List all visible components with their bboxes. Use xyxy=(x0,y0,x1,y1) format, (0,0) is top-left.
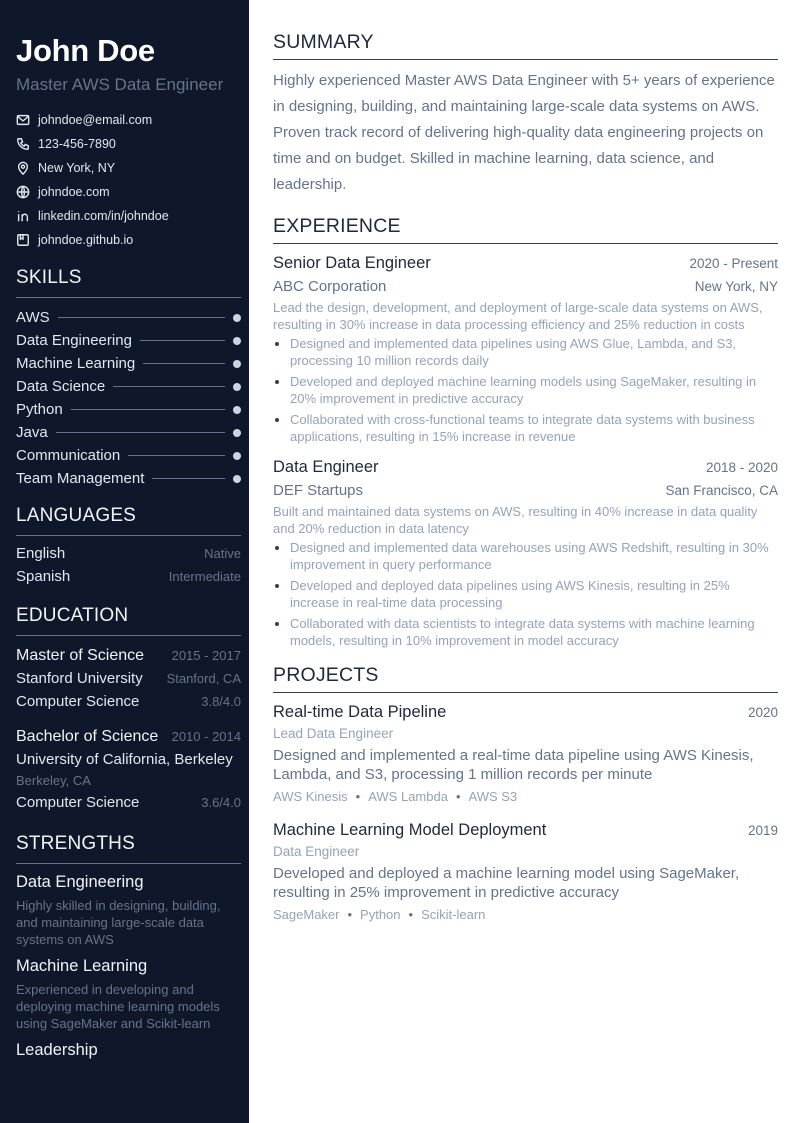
skills-heading: SKILLS xyxy=(16,266,241,298)
skill-item xyxy=(16,306,241,329)
skill-label: Data Science xyxy=(16,378,106,395)
skill-item xyxy=(16,398,241,421)
skill-item xyxy=(16,444,241,467)
contact-linkedin-text: linkedin.com/in/johndoe xyxy=(38,209,169,223)
edu-location: Stanford, CA xyxy=(166,671,241,686)
skill-divider xyxy=(152,478,225,479)
contact-website-text: johndoe.com xyxy=(38,185,110,199)
edu-field: Computer Science xyxy=(16,693,140,710)
skill-label: Communication xyxy=(16,447,121,464)
linkedin-icon xyxy=(16,209,30,223)
strength-title: Machine Learning xyxy=(16,957,148,975)
location-icon xyxy=(16,161,30,175)
project-item xyxy=(273,818,778,924)
edu-gpa: 3.8/4.0 xyxy=(201,694,241,709)
language-level: Intermediate xyxy=(168,569,241,584)
skill-divider xyxy=(113,386,225,387)
languages-section xyxy=(16,504,241,588)
contact-location xyxy=(16,156,241,180)
skill-dot xyxy=(233,406,241,414)
experience-section xyxy=(273,214,778,649)
skill-label: Python xyxy=(16,401,63,418)
skill-dot xyxy=(233,314,241,322)
language-name: English xyxy=(16,545,66,562)
education-section xyxy=(16,604,241,814)
language-item xyxy=(16,542,241,565)
contact-website[interactable] xyxy=(16,180,241,204)
summary-text: Highly experienced Master AWS Data Engineer with 5+ years of experience in designing, building, and maintaining large-scale data systems on AWS. Proven track record of delivering high-quality data engineering projects on time and on budget. Skilled in machine learning, data science, and leadership. xyxy=(273,72,775,193)
language-level: Native xyxy=(204,546,241,561)
skill-dot xyxy=(233,452,241,460)
job-description: Built and maintained data systems on AWS, resulting in 40% increase in data quality and 20% reduction in data latency xyxy=(273,504,758,536)
skill-dot xyxy=(233,475,241,483)
job-company: DEF Startups xyxy=(273,482,364,499)
skill-label: Data Engineering xyxy=(16,332,132,349)
edu-school: Stanford University xyxy=(16,670,143,687)
job-company-row xyxy=(273,479,778,503)
edu-dates: 2010 - 2014 xyxy=(171,729,241,744)
projects-heading: PROJECTS xyxy=(273,663,778,693)
skill-dot xyxy=(233,360,241,368)
contact-github-text: johndoe.github.io xyxy=(38,233,134,247)
summary-heading: SUMMARY xyxy=(273,30,778,60)
mail-icon xyxy=(16,113,30,127)
project-title: Real-time Data Pipeline xyxy=(273,703,447,721)
tag-separator: • xyxy=(408,907,414,922)
edu-gpa: 3.6/4.0 xyxy=(201,795,241,810)
strength-item xyxy=(16,954,241,1032)
edu-school: University of California, Berkeley xyxy=(16,751,233,768)
skill-divider xyxy=(58,317,225,318)
experience-heading: EXPERIENCE xyxy=(273,214,778,244)
edu-degree: Bachelor of Science xyxy=(16,728,159,745)
skill-dot xyxy=(233,383,241,391)
job-dates: 2018 - 2020 xyxy=(705,460,778,475)
strengths-heading: STRENGTHS xyxy=(16,832,241,864)
education-item xyxy=(16,725,241,814)
skill-divider xyxy=(140,340,225,341)
contact-github[interactable] xyxy=(16,228,241,252)
job-dates: 2020 - Present xyxy=(689,256,778,271)
strength-desc: Experienced in developing and deploying machine learning models using SageMaker and Scikit-learn xyxy=(16,982,220,1031)
job-header xyxy=(273,455,778,479)
skill-dot xyxy=(233,337,241,345)
project-header xyxy=(273,818,778,842)
project-tag: AWS S3 xyxy=(468,789,518,804)
skill-item xyxy=(16,329,241,352)
skill-label: Team Management xyxy=(16,470,145,487)
globe-icon xyxy=(16,185,30,199)
project-year: 2019 xyxy=(747,823,778,838)
tag-separator: • xyxy=(455,789,461,804)
skill-item xyxy=(16,375,241,398)
edu-location: Berkeley, CA xyxy=(16,773,91,788)
contact-linkedin[interactable] xyxy=(16,204,241,228)
sidebar xyxy=(0,0,249,1123)
edu-field-row xyxy=(16,791,241,814)
github-icon xyxy=(16,233,30,247)
job-description: Lead the design, development, and deployment of large-scale data systems on AWS, resulting in 30% increase in data processing efficiency and 25% reduction in costs xyxy=(273,300,763,332)
project-year: 2020 xyxy=(747,705,778,720)
edu-school-row xyxy=(16,748,241,771)
education-item xyxy=(16,644,241,713)
job-title: Senior Data Engineer xyxy=(273,254,431,272)
projects-section xyxy=(273,663,778,924)
skill-label: AWS xyxy=(16,309,50,326)
skill-divider xyxy=(71,409,225,410)
job-company-row xyxy=(273,275,778,299)
job-bullet: • Designed and implemented data warehouses using AWS Redshift, resulting in 30% improvement in query performance xyxy=(290,539,778,573)
job-bullet: • Developed and deployed data pipelines using AWS Kinesis, resulting in 25% increase in real-time data processing xyxy=(290,577,778,611)
strength-item xyxy=(16,1038,241,1062)
project-role: Lead Data Engineer xyxy=(273,726,394,741)
strength-item xyxy=(16,870,241,948)
project-title: Machine Learning Model Deployment xyxy=(273,821,547,839)
tag-separator: • xyxy=(355,789,361,804)
job-bullet: • Developed and deployed machine learning models using SageMaker, resulting in 20% improvement in predictive accuracy xyxy=(290,373,778,407)
edu-school-row xyxy=(16,667,241,690)
edu-field: Computer Science xyxy=(16,794,140,811)
languages-heading: LANGUAGES xyxy=(16,504,241,536)
strength-desc: Highly skilled in designing, building, and maintaining large-scale data systems on AWS xyxy=(16,898,221,947)
skill-dot xyxy=(233,429,241,437)
job-header xyxy=(273,251,778,275)
skill-item xyxy=(16,352,241,375)
job-bullets xyxy=(273,335,778,445)
edu-field-row xyxy=(16,690,241,713)
strength-title: Leadership xyxy=(16,1041,98,1059)
project-tag: Scikit-learn xyxy=(421,907,486,922)
contact-email-text: johndoe@email.com xyxy=(38,113,153,127)
skill-label: Machine Learning xyxy=(16,355,136,372)
project-tags xyxy=(273,788,778,806)
job-title: Data Engineer xyxy=(273,458,379,476)
language-item xyxy=(16,565,241,588)
job-bullets xyxy=(273,539,778,649)
project-tag: Python xyxy=(360,907,401,922)
skill-divider xyxy=(143,363,225,364)
strength-title: Data Engineering xyxy=(16,873,144,891)
edu-degree-row xyxy=(16,725,241,748)
skill-item xyxy=(16,421,241,444)
skills-section xyxy=(16,266,241,490)
contact-email[interactable] xyxy=(16,108,241,132)
strengths-section xyxy=(16,832,241,1062)
job-location: San Francisco, CA xyxy=(665,483,778,498)
job-item xyxy=(273,455,778,649)
job-bullet: • Collaborated with cross-functional teams to integrate data systems with business applications, resulting in 15% increase in revenue xyxy=(290,411,778,445)
job-bullet: • Collaborated with data scientists to integrate data systems with machine learning models, resulting in 10% improvement in model accuracy xyxy=(290,615,778,649)
job-bullet: • Designed and implemented data pipelines using AWS Glue, Lambda, and S3, processing 10 million records daily xyxy=(290,335,778,369)
contact-phone-text: 123-456-7890 xyxy=(38,137,116,151)
edu-dates: 2015 - 2017 xyxy=(171,648,241,663)
project-tag: AWS Kinesis xyxy=(273,789,348,804)
education-heading: EDUCATION xyxy=(16,604,241,636)
skill-item xyxy=(16,467,241,490)
skill-divider xyxy=(128,455,225,456)
phone-icon xyxy=(16,137,30,151)
job-item xyxy=(273,251,778,445)
project-tags xyxy=(273,906,778,924)
edu-degree-row xyxy=(16,644,241,667)
edu-degree: Master of Science xyxy=(16,647,145,664)
contact-phone[interactable] xyxy=(16,132,241,156)
language-name: Spanish xyxy=(16,568,71,585)
main-content xyxy=(273,30,778,924)
skills-list xyxy=(16,306,241,490)
profile-name: John Doe xyxy=(16,33,155,68)
languages-list xyxy=(16,542,241,588)
project-item xyxy=(273,700,778,806)
project-description: Developed and deployed a machine learning model using SageMaker, resulting in 25% improvement in predictive accuracy xyxy=(273,865,740,901)
skill-label: Java xyxy=(16,424,48,441)
profile-title: Master AWS Data Engineer xyxy=(16,75,224,94)
skill-divider xyxy=(56,432,225,433)
contact-location-text: New York, NY xyxy=(38,161,116,175)
project-role: Data Engineer xyxy=(273,844,360,859)
project-tag: AWS Lambda xyxy=(368,789,448,804)
summary-section xyxy=(273,30,778,198)
project-description: Designed and implemented a real-time data pipeline using AWS Kinesis, Lambda, and S3, processing 1 million records per minute xyxy=(273,747,754,783)
job-company: ABC Corporation xyxy=(273,278,387,295)
project-header xyxy=(273,700,778,724)
contact-list xyxy=(16,108,241,252)
job-location: New York, NY xyxy=(694,279,778,294)
tag-separator: • xyxy=(347,907,353,922)
project-tag: SageMaker xyxy=(273,907,340,922)
